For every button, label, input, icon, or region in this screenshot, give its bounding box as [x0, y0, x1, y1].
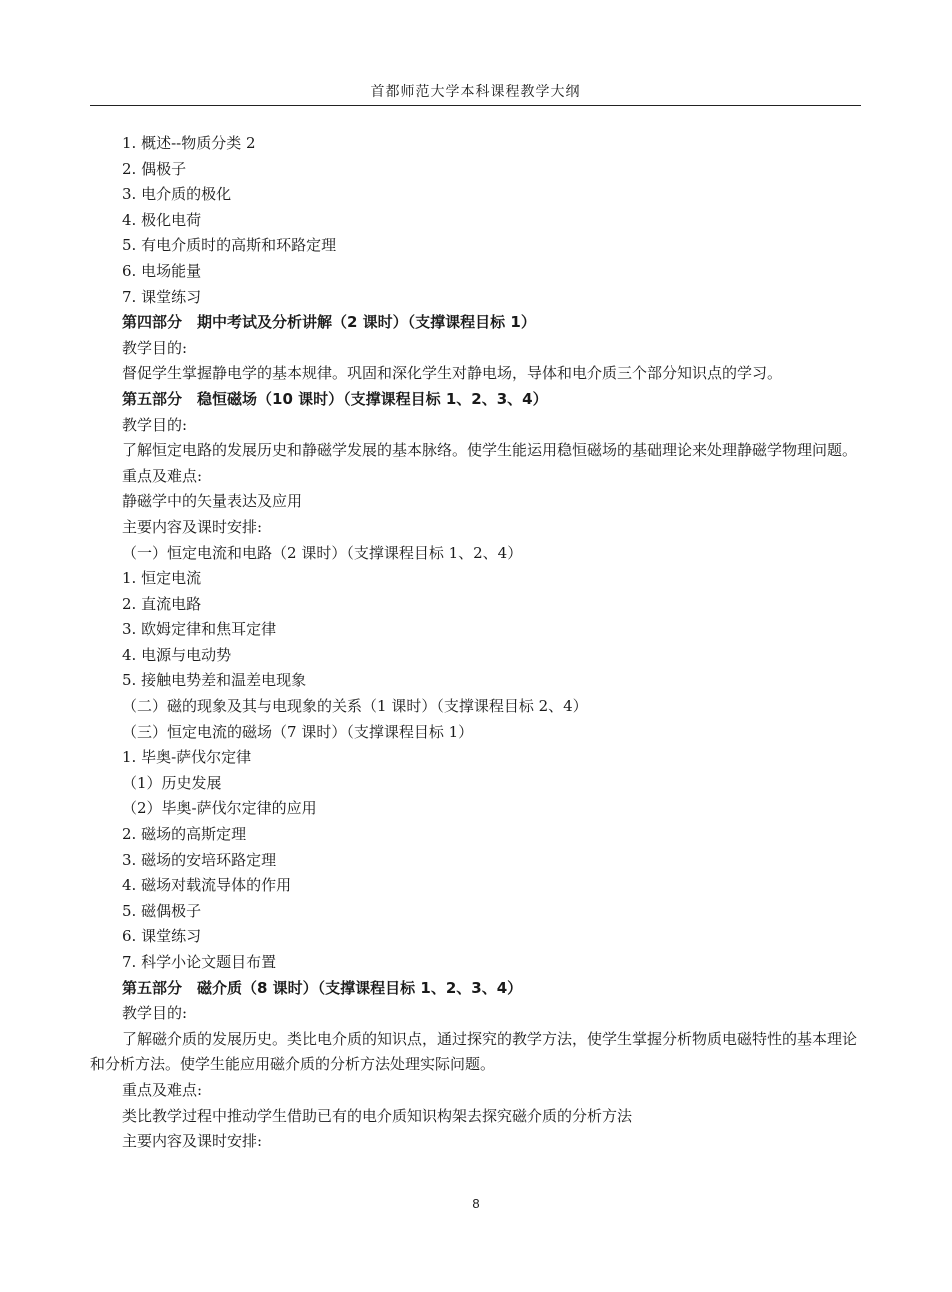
- section-heading: 第五部分 稳恒磁场（10 课时）（支撑课程目标 1、2、3、4）: [122, 389, 548, 408]
- section-heading: 第四部分 期中考试及分析讲解（2 课时）（支撑课程目标 1）: [122, 313, 536, 332]
- page-number: 8: [472, 1196, 480, 1211]
- text-line: （一）恒定电流和电路（2 课时）（支撑课程目标 1、2、4）: [122, 543, 523, 562]
- text-line: 了解恒定电路的发展历史和静磁学发展的基本脉络。使学生能运用稳恒磁场的基础理论来处理静磁学物理问题。: [122, 441, 858, 460]
- text-line: 4. 极化电荷: [122, 210, 202, 229]
- text-line: （三）恒定电流的磁场（7 课时）（支撑课程目标 1）: [122, 722, 474, 741]
- text-line: 静磁学中的矢量表达及应用: [122, 492, 303, 511]
- text-line: 重点及难点:: [122, 466, 203, 485]
- text-line: 教学目的:: [122, 338, 188, 357]
- text-line: 5. 磁偶极子: [122, 901, 202, 920]
- text-line: 1. 毕奥-萨伐尔定律: [122, 748, 252, 767]
- text-line: 1. 概述--物质分类 2: [122, 134, 256, 152]
- text-line: 5. 接触电势差和温差电现象: [122, 671, 307, 690]
- text-line: 1. 恒定电流: [122, 569, 202, 588]
- text-line: 3. 欧姆定律和焦耳定律: [122, 620, 277, 639]
- text-line: 5. 有电介质时的高斯和环路定理: [122, 236, 337, 255]
- text-line: 6. 课堂练习: [122, 927, 202, 946]
- document-body: [90, 131, 861, 1155]
- text-line: 2. 磁场的高斯定理: [122, 825, 247, 844]
- text-line: 3. 电介质的极化: [122, 185, 232, 204]
- text-line: （二）磁的现象及其与电现象的关系（1 课时）（支撑课程目标 2、4）: [122, 697, 588, 716]
- text-line: 了解磁介质的发展历史。类比电介质的知识点，通过探究的教学方法，使学生掌握分析物质电磁特性的基本理论和分析方法。使学生能应用磁介质的分析方法处理实际问题。: [90, 1029, 858, 1074]
- text-line: 类比教学过程中推动学生借助已有的电介质知识构架去探究磁介质的分析方法: [122, 1106, 633, 1125]
- text-line: 教学目的:: [122, 1004, 188, 1023]
- section-heading: 第五部分 磁介质（8 课时）（支撑课程目标 1、2、3、4）: [122, 978, 523, 997]
- text-line: 督促学生掌握静电学的基本规律。巩固和深化学生对静电场，导体和电介质三个部分知识点的学习。: [122, 364, 783, 383]
- text-line: 3. 磁场的安培环路定理: [122, 850, 277, 869]
- text-line: 7. 课堂练习: [122, 287, 202, 306]
- text-line: 2. 直流电路: [122, 594, 202, 613]
- page-header: 首都师范大学本科课程教学大纲: [90, 80, 861, 106]
- text-line: 7. 科学小论文题目布置: [122, 953, 277, 971]
- text-line: （1）历史发展: [122, 773, 222, 792]
- text-line: 4. 电源与电动势: [122, 645, 232, 664]
- text-line: 主要内容及课时安排:: [122, 1132, 263, 1151]
- text-line: 2. 偶极子: [122, 159, 187, 178]
- text-line: 重点及难点:: [122, 1080, 203, 1099]
- text-line: 6. 电场能量: [122, 261, 202, 280]
- text-line: 主要内容及课时安排:: [122, 517, 263, 536]
- text-line: （2）毕奥-萨伐尔定律的应用: [122, 799, 317, 818]
- text-line: 4. 磁场对载流导体的作用: [122, 876, 292, 895]
- text-line: 教学目的:: [122, 415, 188, 434]
